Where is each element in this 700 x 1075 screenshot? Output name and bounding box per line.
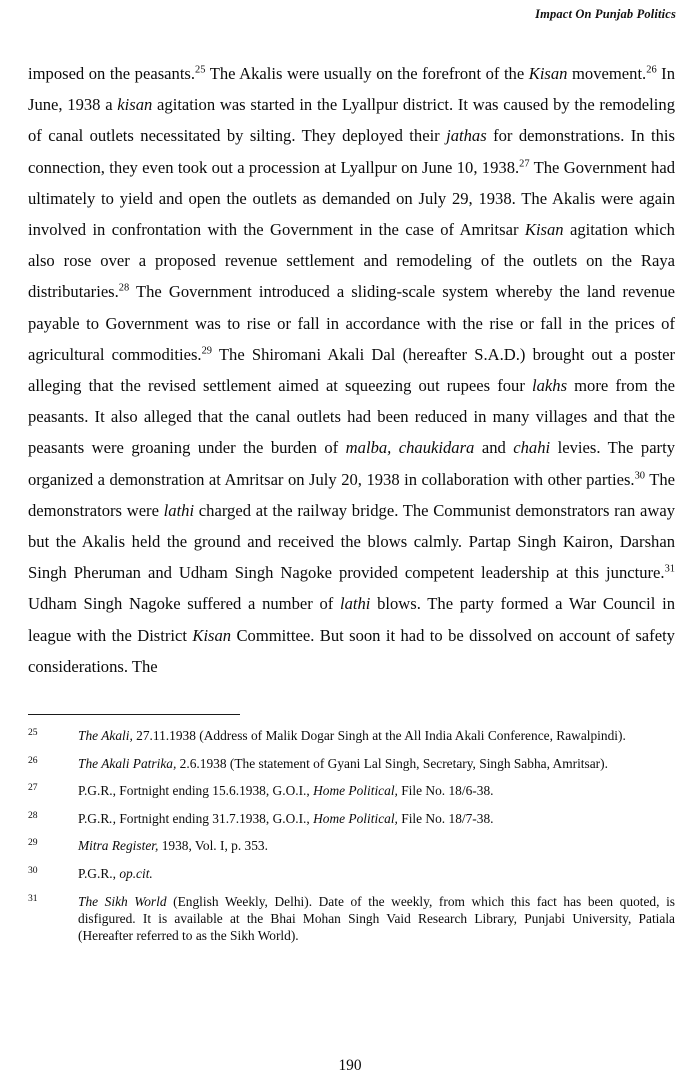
footnote-item	[28, 727, 675, 745]
footnote-marker: 31	[28, 892, 38, 904]
footnote-text: The Akali Patrika, 2.6.1938 (The statement of Gyani Lal Singh, Secretary, Singh Sabha, Amritsar).	[78, 755, 608, 771]
footnote-marker: 29	[28, 837, 38, 849]
footnote-text: The Akali, 27.11.1938 (Address of Malik Dogar Singh at the All India Akali Conference, Rawalpindi).	[78, 728, 626, 743]
footnote-marker: 26	[28, 754, 38, 766]
running-header-title: Impact On Punjab Politics	[535, 7, 676, 21]
footnote-item	[28, 837, 675, 855]
footnote-marker: 27	[28, 782, 38, 794]
page-number: 190	[338, 1057, 362, 1074]
footnote-item	[28, 755, 675, 773]
footnote-item	[28, 810, 675, 828]
body-paragraph: imposed on the peasants.$^{25}$ The Akalis were usually on the forefront of the Kisan movement.$^{26}$ In June, 1938 a kisan agitation was started in the Lyallpur district. It was caused by the remodeling of canal outlets necessitated by silting. They deployed their jathas for demonstrations. In this connection, they even took out a procession at Lyallpur on June 10, 1938.27 The Government had ultimately to yield and open the outlets as demanded on July 29, 1938. The Akalis were again involved in confrontation with the Government in the case of Amritsar Kisan agitation which also rose over a proposed revenue settlement and remodeling of the outlets on the Raya distributaries.$^{28}$ The Government introduced a sliding-scale system whereby the land revenue payable to Government was to rise or fall in accordance with the rise or fall in the prices of agricultural commodities.$^{29}$ The Shiromani Akali Dal (hereafter S.A.D.) brought out a poster alleging that the revised settlement aimed at squeezing out rupees four lakhs more from the peasants. It also alleged that the canal outlets had been reduced in many villages and that the peasants were groaning under the burden of malba, chaukidara and chahi levies. The party organized a demonstration at Amritsar on July 20, 1938 in collaboration with other parties.$^{30}$ The demonstrators were lathi charged at the railway bridge. The Communist demonstrators ran away but the Akalis held the ground and received the blows calmly. Partap Singh Kairon, Darshan Singh Pheruman and Udham Singh Nagoke provided competent leadership at this juncture.$^{31}$ Udham Singh Nagoke suffered a number of lathi blows. The party formed a War Council in league with the District Kisan Committee. But soon it had to be dissolved on account of safety considerations. The	[28, 64, 676, 676]
body-text-block	[28, 58, 675, 682]
footnote-area	[28, 714, 675, 945]
footnote-item	[28, 865, 675, 883]
footnote-item	[28, 782, 675, 800]
footnote-text: P.G.R., op.cit.	[78, 865, 153, 881]
footnote-text: The Sikh World (English Weekly, Delhi). Date of the weekly, from which this fact has been quoted, is disfigured. It is available at the Bhai Mohan Singh Vaid Research Library, Punjabi University, Patiala (Hereafter referred to as the Sikh World).	[78, 893, 675, 944]
footnote-marker: 25	[28, 727, 38, 738]
footnote-separator-rule	[28, 714, 240, 715]
footnote-marker: 30	[28, 864, 38, 876]
footnote-text: P.G.R., Fortnight ending 31.7.1938, G.O.I., Home Political, File No. 18/7-38.	[78, 810, 494, 826]
footnote-item	[28, 893, 675, 945]
footnote-text: P.G.R., Fortnight ending 15.6.1938, G.O.I., Home Political, File No. 18/6-38.	[78, 783, 494, 799]
footnote-marker: 28	[28, 809, 38, 821]
footnote-text: Mitra Register, 1938, Vol. I, p. 353.	[78, 838, 268, 854]
